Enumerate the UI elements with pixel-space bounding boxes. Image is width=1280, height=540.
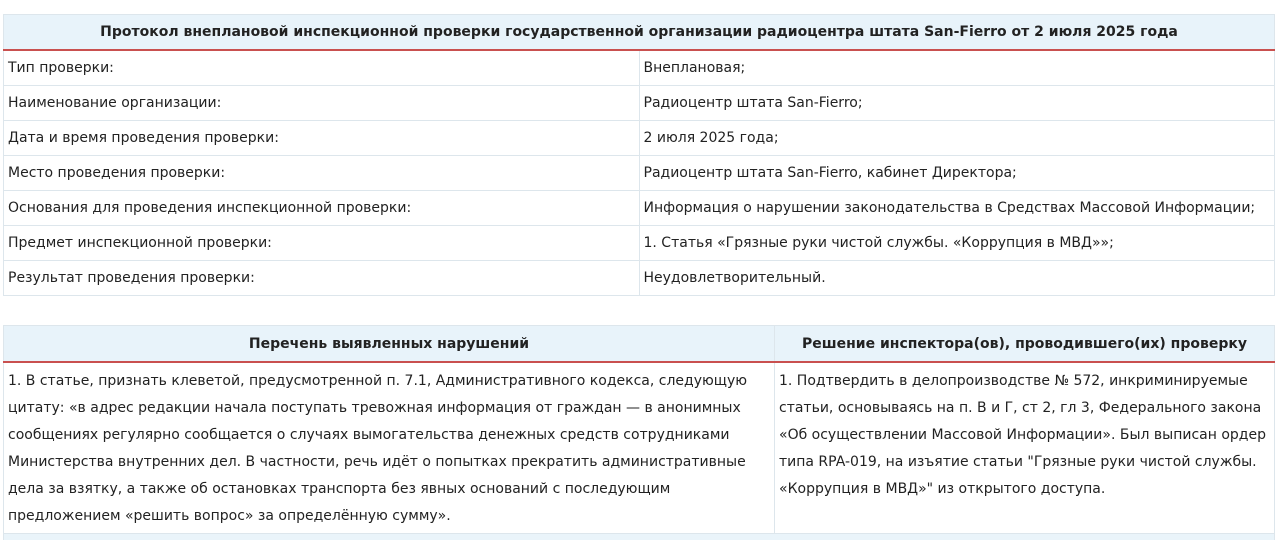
row-value: 1. Статья «Грязные руки чистой службы. «Коррупция в МВД»»; <box>639 226 1275 261</box>
violations-list-text: 1. В статье, признать клеветой, предусмотренной п. 7.1, Административного кодекса, следующую цитату: «в адрес редакции начала поступать тревожная информация от граждан — в анонимных сообщениях регулярно сообщается о случаях вымогательства денежных средств сотрудниками Министерства внутренних дел. В частности, речь идёт о попытках прекратить административные дела за взятку, а также об остановках транспорта без явных оснований с последующим предложением «решить вопрос» за определённую сумму». <box>4 362 775 535</box>
row-label: Предмет инспекционной проверки: <box>4 226 640 261</box>
protocol-title: Протокол внеплановой инспекционной проверки государственной организации радиоцентра штата San-Fierro от 2 июля 2025 года <box>4 15 1275 51</box>
row-value: 2 июля 2025 года; <box>639 121 1275 156</box>
table-row <box>4 121 1275 156</box>
table-row <box>4 86 1275 121</box>
protocol-header-row <box>4 15 1275 51</box>
row-label: Результат проведения проверки: <box>4 261 640 296</box>
violations-table <box>3 325 1275 535</box>
violations-list-header: Перечень выявленных нарушений <box>4 326 775 363</box>
table-row <box>4 50 1275 86</box>
next-table-header-strip <box>3 533 1275 540</box>
row-value: Радиоцентр штата San-Fierro, кабинет Директора; <box>639 156 1275 191</box>
row-label: Место проведения проверки: <box>4 156 640 191</box>
table-row <box>4 156 1275 191</box>
table-row <box>4 226 1275 261</box>
violations-header-row <box>4 326 1275 363</box>
inspector-decision-text: 1. Подтвердить в делопроизводстве № 572, инкриминируемые статьи, основываясь на п. В и Г, ст 2, гл 3, Федерального закона «Об осуществлении Массовой Информации». Был выписан ордер типа RPA-019, на изъятие статьи "Грязные руки чистой службы. «Коррупция в МВД»" из открытого доступа. <box>775 362 1275 535</box>
row-label: Наименование организации: <box>4 86 640 121</box>
inspector-decision-header: Решение инспектора(ов), проводившего(их) проверку <box>775 326 1275 363</box>
row-value: Неудовлетворительный. <box>639 261 1275 296</box>
row-label: Тип проверки: <box>4 50 640 86</box>
row-label: Основания для проведения инспекционной проверки: <box>4 191 640 226</box>
row-value: Радиоцентр штата San-Fierro; <box>639 86 1275 121</box>
row-value: Внеплановая; <box>639 50 1275 86</box>
violations-body-row <box>4 362 1275 535</box>
row-value: Информация о нарушении законодательства в Средствах Массовой Информации; <box>639 191 1275 226</box>
table-row <box>4 191 1275 226</box>
protocol-table <box>3 14 1275 296</box>
row-label: Дата и время проведения проверки: <box>4 121 640 156</box>
table-row <box>4 261 1275 296</box>
